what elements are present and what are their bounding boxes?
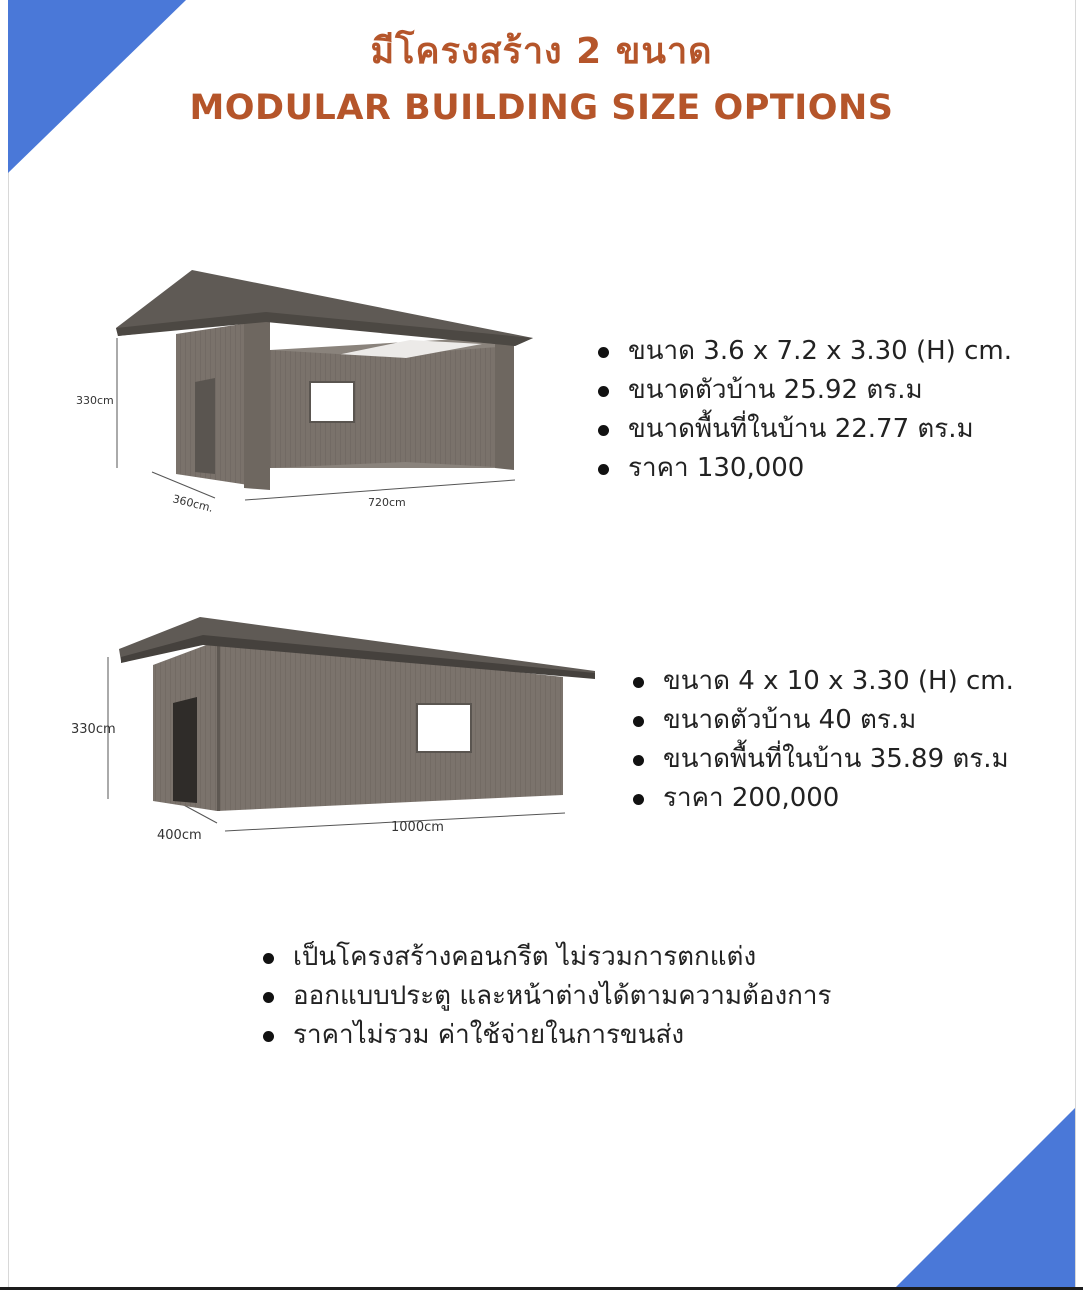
list-item: ราคาไม่รวม ค่าใช้จ่ายในการขนส่ง [263,1016,831,1055]
list-item: ราคา 200,000 [633,779,1014,818]
small-building-diagram [70,260,540,520]
small-depth-label: 360cm. [171,492,215,515]
list-item: ขนาดตัวบ้าน 25.92 ตร.ม [598,371,1012,410]
page-title-thai: มีโครงสร้าง 2 ขนาด [370,31,713,72]
list-item: ราคา 130,000 [598,449,1012,488]
list-item: ขนาด 4 x 10 x 3.30 (H) cm. [633,662,1014,701]
list-item: ขนาด 3.6 x 7.2 x 3.30 (H) cm. [598,332,1012,371]
large-option-specs [633,662,1014,818]
page-title-english: MODULAR BUILDING SIZE OPTIONS [189,88,894,128]
small-width-label: 720cm [368,496,406,509]
list-item: ขนาดพื้นที่ในบ้าน 22.77 ตร.ม [598,410,1012,449]
list-item: เป็นโครงสร้างคอนกรีต ไม่รวมการตกแต่ง [263,938,831,977]
list-item: ขนาดพื้นที่ในบ้าน 35.89 ตร.ม [633,740,1014,779]
large-height-label: 330cm [71,722,116,737]
large-building-diagram [65,605,605,855]
large-width-label: 1000cm [391,820,444,835]
small-option-specs [598,332,1012,488]
list-item: ออกแบบประตู และหน้าต่างได้ตามความต้องการ [263,977,831,1016]
corner-accent-bottom-right [893,1108,1075,1290]
general-notes [263,938,831,1055]
list-item: ขนาดตัวบ้าน 40 ตร.ม [633,701,1014,740]
large-depth-label: 400cm [157,828,202,843]
small-height-label: 330cm [76,394,114,407]
